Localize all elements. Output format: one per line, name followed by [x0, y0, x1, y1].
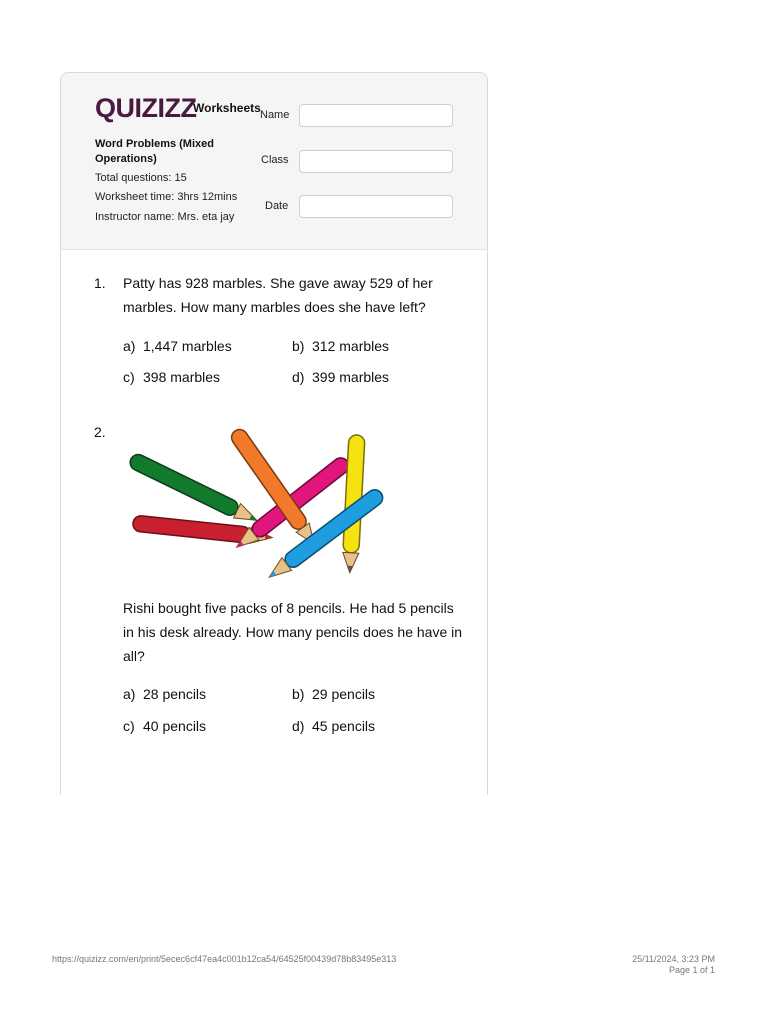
name-field[interactable] — [299, 104, 453, 127]
worksheet-title: Word Problems (Mixed Operations) — [95, 138, 214, 165]
name-label: Name — [260, 109, 290, 121]
option-b[interactable]: b) 29 pencils — [292, 686, 376, 702]
worksheet-header — [61, 73, 487, 250]
question-number: 2. — [94, 424, 106, 440]
option-a[interactable]: a) 1,447 marbles — [123, 338, 232, 354]
page-url: https://quizizz.com/en/print/5ecec6cf47ea4c001b12ca54/64525f00439d78b83495e313 — [52, 954, 397, 964]
question-number: 1. — [94, 275, 106, 291]
print-datetime: 25/11/2024, 3:23 PM — [632, 954, 715, 964]
date-field[interactable] — [299, 195, 453, 218]
class-field[interactable] — [299, 150, 453, 173]
total-questions: Total questions: 15 — [95, 172, 187, 184]
colored-pencils-illustration — [121, 415, 391, 585]
option-d[interactable]: d) 45 pencils — [292, 718, 376, 734]
option-a[interactable]: a) 28 pencils — [123, 686, 207, 702]
class-label: Class — [261, 154, 289, 166]
option-c[interactable]: c) 40 pencils — [123, 718, 207, 734]
question-text: Rishi bought five packs of 8 pencils. He had 5 pencils in his desk already. How many pencils does he have in all? — [123, 600, 463, 664]
option-d[interactable]: d) 399 marbles — [292, 369, 390, 385]
worksheet-time: Worksheet time: 3hrs 12mins — [95, 191, 238, 203]
quizizz-logo: QUIZIZZ — [95, 93, 197, 123]
instructor-name: Instructor name: Mrs. eta jay — [95, 211, 235, 223]
worksheet-card — [60, 72, 488, 795]
option-c[interactable]: c) 398 marbles — [123, 369, 221, 385]
logo-subtitle: Worksheets — [193, 101, 261, 115]
date-label: Date — [265, 200, 289, 212]
option-b[interactable]: b) 312 marbles — [292, 338, 390, 354]
page-number: Page 1 of 1 — [668, 965, 715, 975]
question-text: Patty has 928 marbles. She gave away 529 of her marbles. How many marbles does she have left? — [123, 275, 433, 315]
